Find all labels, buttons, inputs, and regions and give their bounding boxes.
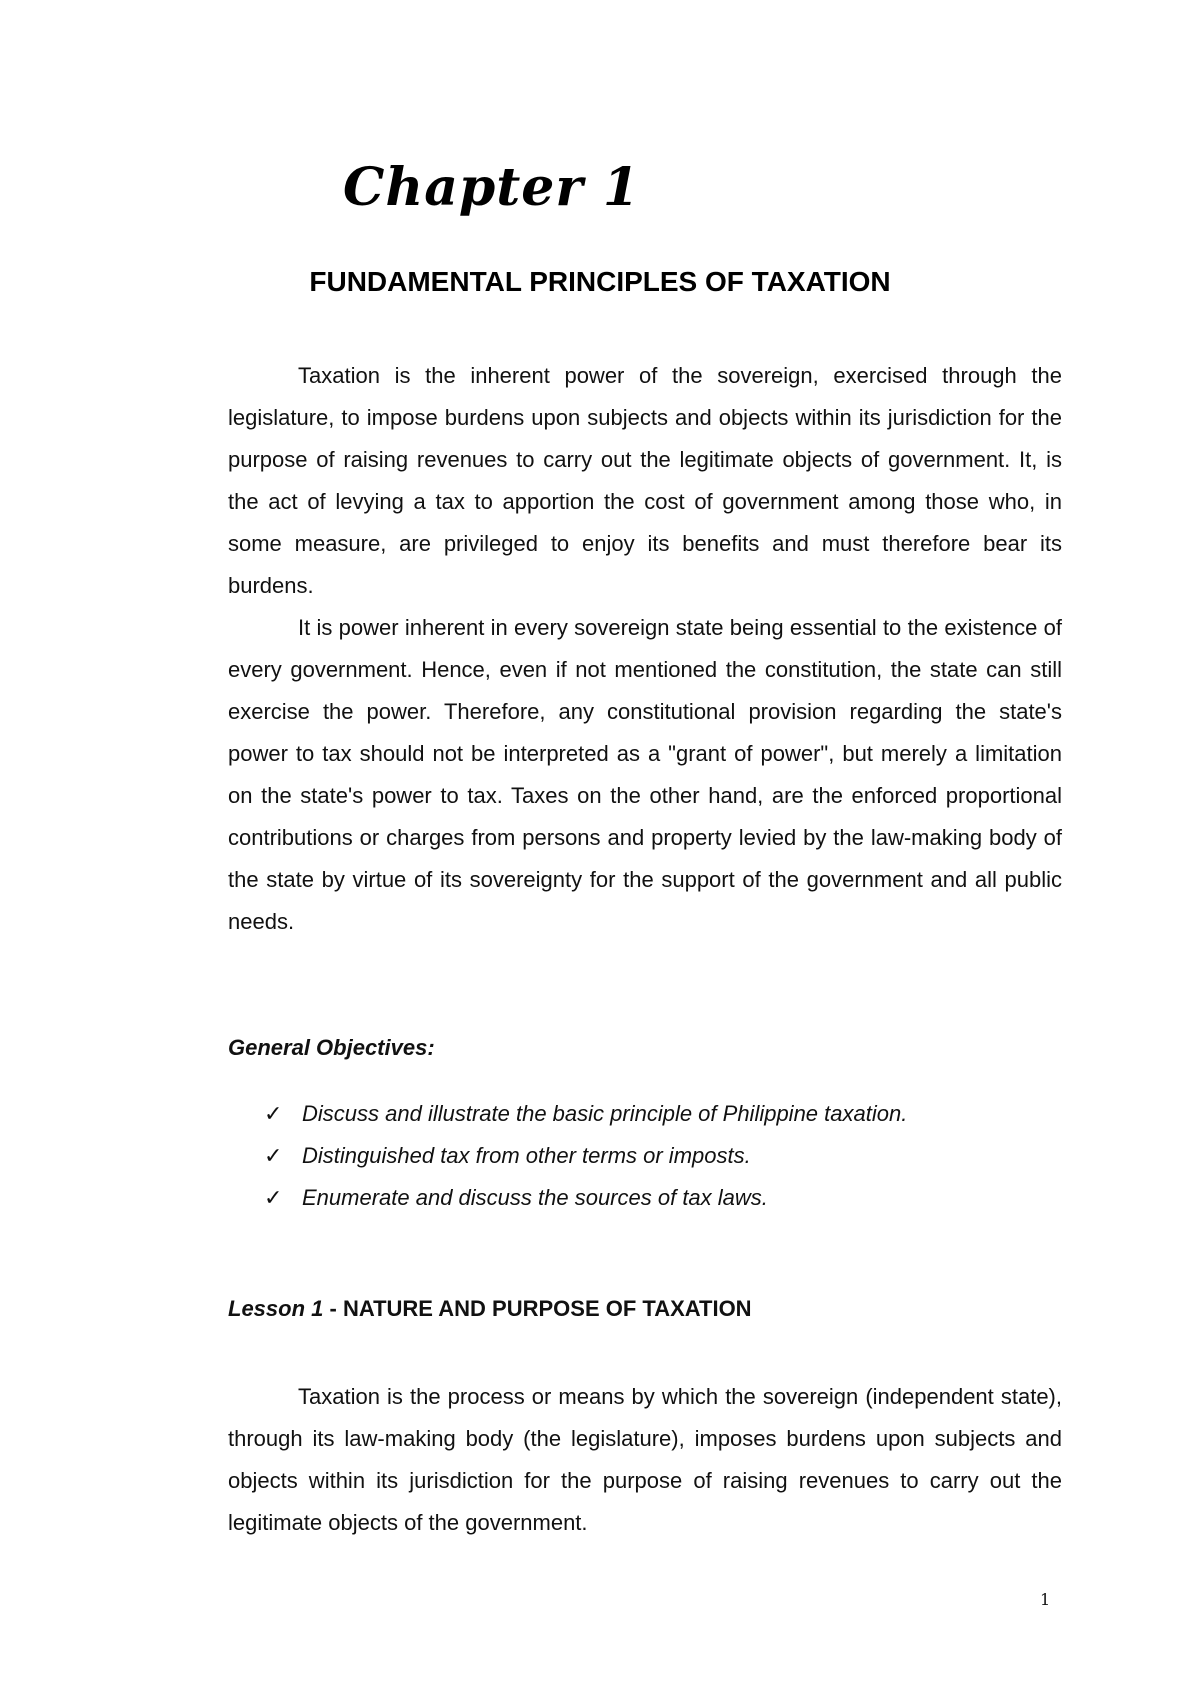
lesson-separator: - [323, 1296, 343, 1321]
lesson-paragraph: Taxation is the process or means by which the sovereign (independent state), through its law-making body (the legislature), imposes burdens upon subjects and objects within its jurisdiction for the purpose of raising revenues to carry out the legitimate objects of the government. [228, 1384, 1062, 1535]
objective-text: Distinguished tax from other terms or imposts. [302, 1143, 751, 1168]
checkmark-icon: ✓ [264, 1101, 283, 1126]
lesson-title: NATURE AND PURPOSE OF TAXATION [342, 1296, 752, 1321]
objective-text: Enumerate and discuss the sources of tax laws. [302, 1185, 768, 1210]
chapter-title: Chapter 1 [343, 157, 641, 218]
checkmark-icon: ✓ [264, 1185, 283, 1210]
objective-item [264, 1093, 907, 1135]
general-objectives-heading: General Objectives: [228, 1035, 435, 1060]
intro-paragraph: Taxation is the inherent power of the sovereign, exercised through the legislature, to impose burdens upon subjects and objects within its jurisdiction for the purpose of raising revenues to carry out the legitimate objects of government. It, is the act of levying a tax to apportion the cost of government among those who, in some measure, are privileged to enjoy its benefits and must therefore bear its burdens. [228, 363, 1062, 598]
checkmark-icon: ✓ [264, 1143, 283, 1168]
objective-text: Discuss and illustrate the basic principle of Philippine taxation. [302, 1101, 908, 1126]
objective-item [264, 1177, 907, 1219]
objectives-list [264, 1093, 907, 1219]
page-number: 1 [1040, 1590, 1051, 1609]
lesson-label: Lesson 1 [228, 1296, 324, 1321]
lesson-heading [228, 1288, 752, 1330]
main-heading: FUNDAMENTAL PRINCIPLES OF TAXATION [309, 266, 891, 297]
power-paragraph: It is power inherent in every sovereign state being essential to the existence of every government. Hence, even if not mentioned the constitution, the state can still exercise the power. Therefore, any constitutional provision regarding the state's power to tax should not be interpreted as a "grant of power", but merely a limitation on the state's power to tax. Taxes on the other hand, are the enforced proportional contributions or charges from persons and property levied by the law-making body of the state by virtue of its sovereignty for the support of the government and all public needs. [228, 615, 1062, 934]
objective-item [264, 1135, 907, 1177]
